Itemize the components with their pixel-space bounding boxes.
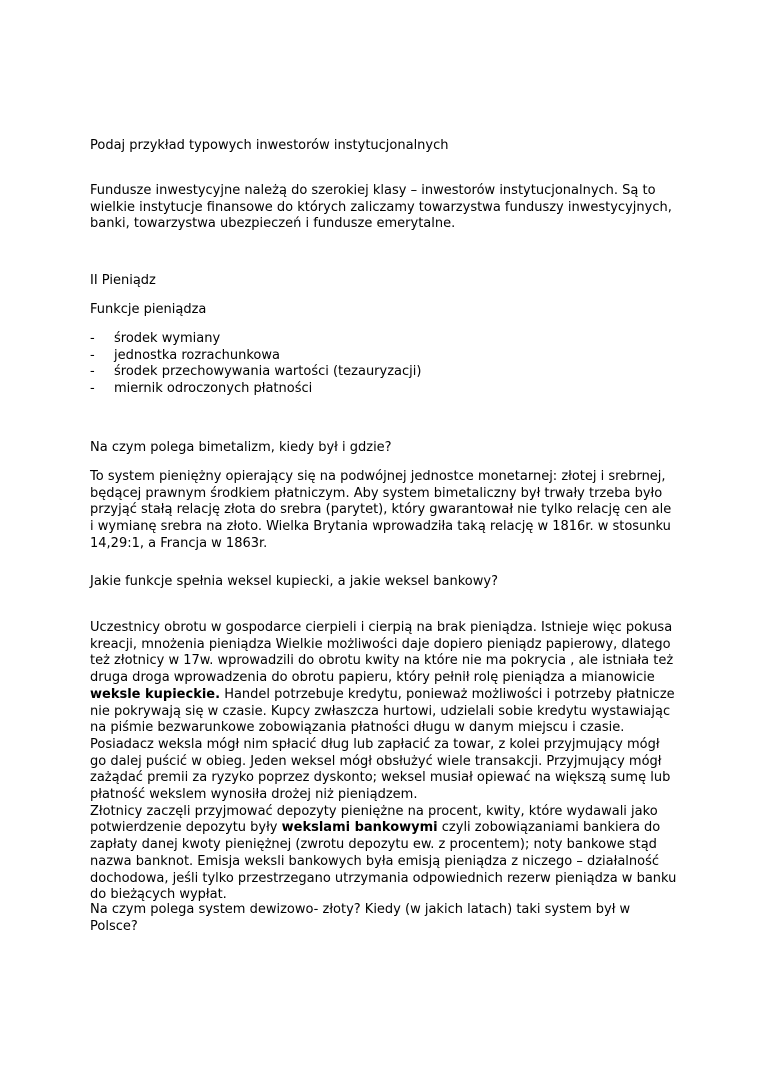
answer3-line: go dalej puścić w obieg. Jeden weksel mógł obsłużyć wiele transakcji. Przyjmujący mógł: [90, 753, 662, 769]
question-bills-of-exchange: Jakie funkcje spełnia weksel kupiecki, a jakie weksel bankowy?: [90, 574, 498, 589]
answer1-line: Fundusze inwestycyjne należą do szerokiej klasy – inwestorów instytucjonalnych. Są to: [90, 183, 656, 198]
answer3-line: na piśmie bezwarunkowe zobowiązania płatności długu w danym miejscu i czasie.: [90, 720, 625, 736]
answer3-line: weksle kupieckie. Handel potrzebuje kredytu, ponieważ możliwości i potrzeby płatnicze: [90, 686, 675, 702]
subheading-money-functions: Funkcje pieniądza: [90, 302, 207, 317]
list-dash: -: [90, 364, 95, 380]
list-item: - miernik odroczonych płatności: [90, 381, 313, 397]
list-dash: -: [90, 331, 95, 346]
answer3-line: kreacji, mnożenia pieniądza Wielkie możliwości daje dopiero pieniądz papierowy, dlatego: [90, 636, 671, 652]
question-institutional-investors: Podaj przykład typowych inwestorów instytucjonalnych: [90, 138, 449, 153]
answer3-line: płatność wekslem wynosiła drożej niż pieniądzem.: [90, 787, 418, 803]
list-item: - jednostka rozrachunkowa: [90, 347, 280, 363]
list-item: - środek przechowywania wartości (tezauryzacji): [90, 364, 422, 380]
list-dash: -: [90, 381, 95, 397]
answer3-line: nie pokrywają się w czasie. Kupcy zwłaszcza hurtowi, udzielali sobie kredytu wystawiając: [90, 703, 671, 719]
answer3-line: druga droga wprowadzenia do obrotu papieru, który pełnił rolę pieniądza a mianowicie: [90, 670, 655, 686]
list-item: - środek wymiany: [90, 331, 221, 346]
term-bank-bills: wekslami bankowymi: [281, 820, 438, 836]
answer3-line: zażądać premii za ryzyko poprzez dyskonto; weksel musiał opiewać na większą sumę lub: [90, 770, 671, 786]
answer3-line: zapłaty danej kwoty pieniężnej (zwrotu depozytu ew. z procentem); noty bankowe stąd: [90, 837, 657, 853]
answer3-line: do bieżących wypłat.: [90, 887, 227, 903]
answer-bimetalism: [90, 469, 680, 553]
section-heading: II Pieniądz: [90, 273, 156, 288]
answer1-line: banki, towarzystwa ubezpieczeń i fundusze emerytalne.: [90, 216, 456, 232]
money-functions-list: [90, 331, 680, 398]
answer3-line: potwierdzenie depozytu były wekslami bankowymi czyli zobowiązaniami bankiera do: [90, 820, 661, 836]
answer3-line: Uczestnicy obrotu w gospodarce cierpieli i cierpią na brak pieniądza. Istnieje więc pokusa: [90, 620, 673, 635]
answer3-line: dochodowa, jeśli tylko przestrzegano utrzymania odpowiednich rezerw pieniądza w banku: [90, 870, 677, 886]
answer2-line: i wymianę srebra na złoto. Wielka Brytania wprowadziła taką relację w 1816r. w stosunku: [90, 519, 671, 535]
answer3-line: nazwa banknot. Emisja weksli bankowych była emisją pieniądza z niczego – działalność: [90, 853, 660, 869]
answer-bills-of-exchange: [90, 620, 680, 904]
answer-institutional-investors: [90, 183, 680, 233]
answer2-line: To system pieniężny opierający się na podwójnej jednostce monetarnej: złotej i srebrnej,: [90, 469, 666, 484]
list-dash: -: [90, 347, 95, 363]
answer2-line: przyjąć stałą relację złota do srebra (parytet), który gwarantował nie tylko relację cen ale: [90, 502, 672, 518]
answer3-line: Posiadacz weksla mógł nim spłacić dług lub zapłacić za towar, z kolei przyjmujący mógł: [90, 736, 660, 752]
answer2-line: 14,29:1, a Francja w 1863r.: [90, 535, 268, 551]
answer2-line: będącej prawnym środkiem płatniczym. Aby system bimetaliczny był trwały trzeba było: [90, 485, 663, 501]
question-bimetalism: Na czym polega bimetalizm, kiedy był i gdzie?: [90, 440, 392, 455]
answer1-line: wielkie instytucje finansowe do których zaliczamy towarzystwa funduszy inwestycyjnych,: [90, 199, 672, 215]
term-merchant-bills: weksle kupieckie.: [90, 686, 221, 702]
question-gold-exchange-standard: Na czym polega system dewizowo- złoty? Kiedy (w jakich latach) taki system był w Polsce?: [90, 902, 631, 934]
answer3-line: Złotnicy zaczęli przyjmować depozyty pieniężne na procent, kwity, które wydawali jako: [90, 803, 658, 819]
answer3-line: też złotnicy w 17w. wprowadzili do obrotu kwity na które nie ma pokrycia , ale istniała też: [90, 653, 674, 669]
